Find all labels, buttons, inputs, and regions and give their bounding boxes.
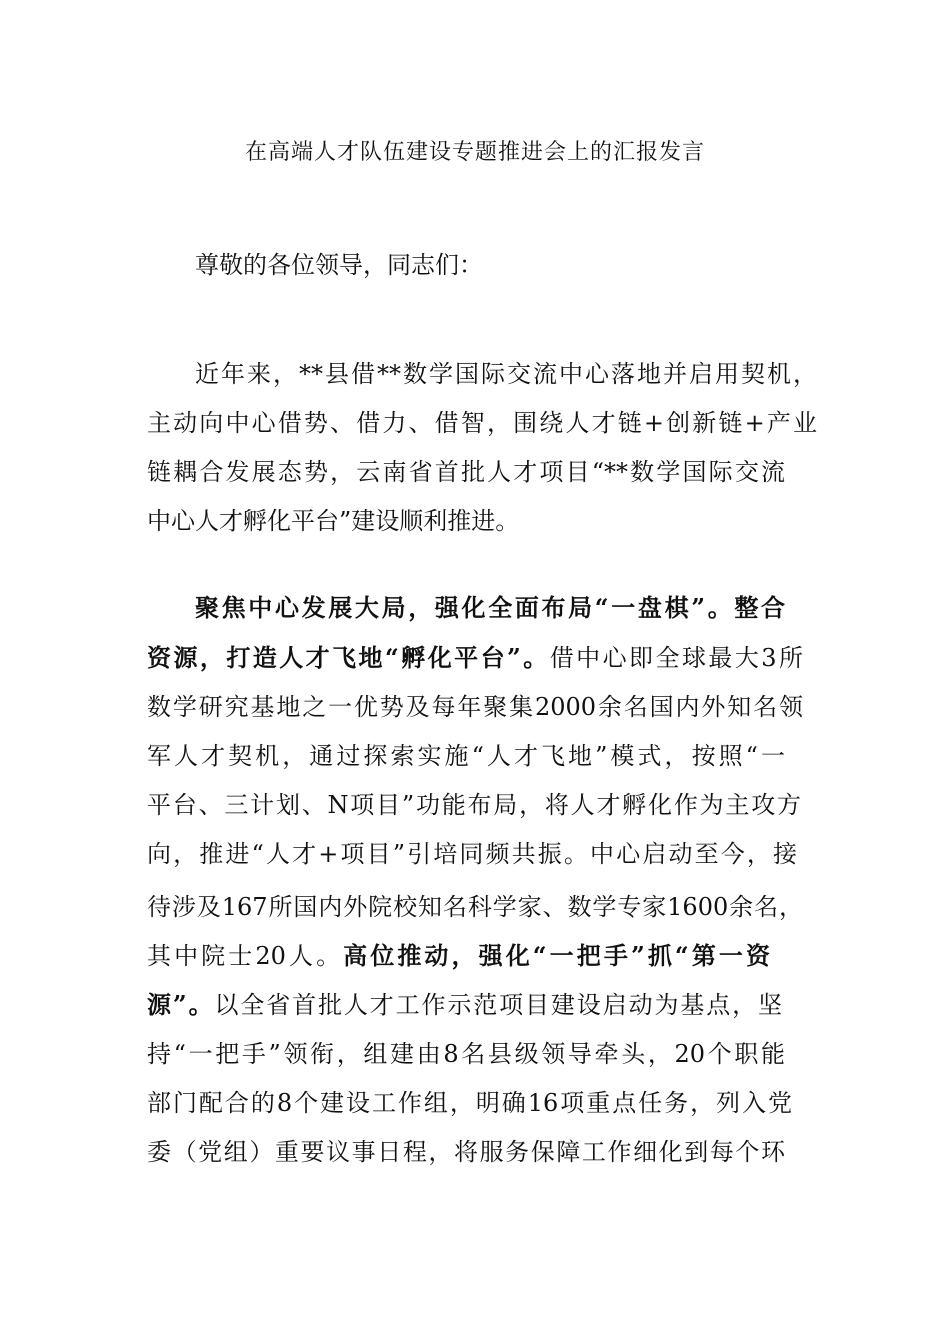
paragraph-2-line-10: 持“一把手”领衔，组建由8名县级领导牵头，20个职能 [147, 1040, 785, 1068]
paragraph-2-line-9 [147, 985, 782, 1025]
paragraph-1-line-2: 主动向中心借势、借力、借智，围绕人才链+创新链+产业 [147, 409, 817, 437]
paragraph-2-line-4: 军人才契机，通过探索实施“人才飞地”模式，按照“一 [147, 742, 785, 770]
paragraph-2-line-11: 部门配合的8个建设工作组，明确16项重点任务，列入党 [147, 1089, 792, 1117]
paragraph-1-line-3: 链耦合发展态势，云南省首批人才项目“**数学国际交流 [147, 458, 785, 486]
paragraph-2-subheading-2-end: 源”。 [147, 990, 215, 1019]
paragraph-2-line-8 [147, 936, 770, 976]
paragraph-1-line-4: 中心人才孵化平台”建设顺利推进。 [147, 507, 520, 535]
paragraph-2-line-7: 待涉及167所国内外院校知名科学家、数学专家1600余名， [147, 893, 803, 921]
paragraph-2-text: 其中院士20人。 [147, 942, 344, 970]
paragraph-2-heading: 聚焦中心发展大局，强化全面布局“一盘棋”。整合 [195, 593, 785, 622]
salutation: 尊敬的各位领导，同志们： [195, 251, 483, 279]
paragraph-1-line-1: 近年来，**县借**数学国际交流中心落地并启用契机， [195, 360, 817, 388]
paragraph-2-text: 借中心即全球最大3所 [549, 644, 803, 672]
paragraph-2-line-2 [147, 638, 803, 678]
paragraph-2-subheading-1: 资源，打造人才飞地“孵化平台”。 [147, 643, 550, 672]
paragraph-2-line-12: 委（党组）重要议事日程，将服务保障工作细化到每个环 [147, 1138, 785, 1166]
paragraph-2-line-1 [195, 588, 785, 628]
document-title: 在高端人才队伍建设专题推进会上的汇报发言 [244, 140, 705, 165]
paragraph-2-line-5: 平台、三计划、N项目”功能布局，将人才孵化作为主攻方 [147, 791, 801, 819]
paragraph-2-line-6: 向，推进“人才+项目”引培同频共振。中心启动至今，接 [147, 840, 797, 868]
paragraph-2-subheading-2: 高位推动，强化“一把手”抓“第一资 [343, 941, 770, 970]
paragraph-2-text: 以全省首批人才工作示范项目建设启动为基点，坚 [214, 991, 782, 1019]
paragraph-2-line-3: 数学研究基地之一优势及每年聚集2000余名国内外知名领 [147, 693, 803, 721]
